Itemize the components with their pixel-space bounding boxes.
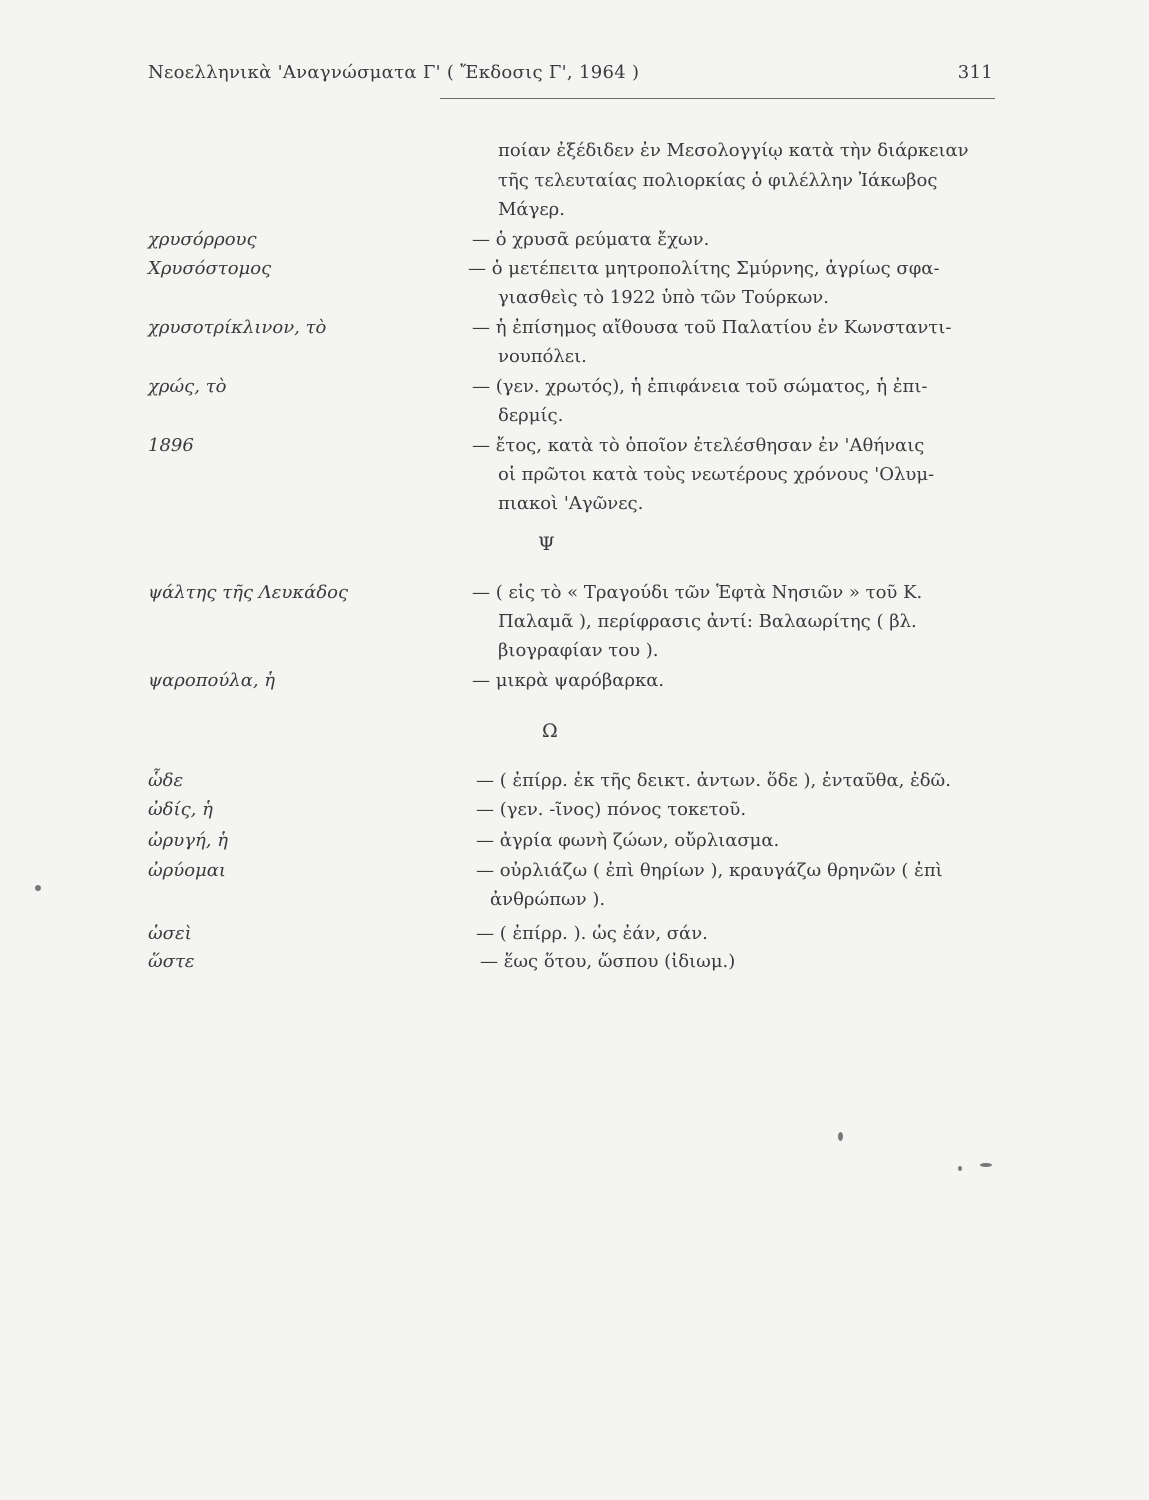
entry-definition: — ὁ χρυσᾶ ρεύματα ἔχων. bbox=[472, 229, 710, 250]
continuation-line: τῆς τελευταίας πολιορκίας ὁ φιλέλλην Ἰάκωβος bbox=[498, 170, 938, 191]
entry-term: Χρυσόστομος bbox=[148, 258, 272, 279]
continuation-line: ποίαν ἐξέδιδεν ἐν Μεσολογγίῳ κατὰ τὴν διάρκειαν bbox=[498, 140, 969, 161]
entry-definition: ἀνθρώπων ). bbox=[490, 889, 606, 910]
entry-term: χρώς, τὸ bbox=[148, 376, 227, 397]
entry-term: ὧδε bbox=[148, 770, 184, 791]
entry-definition: — ( ἐπίρρ. ). ὡς ἐάν, σάν. bbox=[476, 923, 708, 944]
entry-definition: βιογραφίαν του ). bbox=[498, 640, 659, 661]
section-letter: Ψ bbox=[538, 533, 555, 555]
scan-speck bbox=[838, 1132, 843, 1141]
entry-term: ὡσεὶ bbox=[148, 923, 192, 944]
entry-term: ψάλτης τῆς Λευκάδος bbox=[148, 582, 349, 603]
entry-definition: — οὐρλιάζω ( ἐπὶ θηρίων ), κραυγάζω θρηνῶν ( ἐπὶ bbox=[476, 860, 943, 881]
section-letter: Ω bbox=[542, 720, 558, 742]
entry-definition: — ( ἐπίρρ. ἐκ τῆς δεικτ. ἀντων. ὅδε ), ἐνταῦθα, ἐδῶ. bbox=[476, 770, 951, 791]
header-rule bbox=[440, 98, 995, 99]
entry-definition: πιακοὶ 'Αγῶνες. bbox=[498, 493, 644, 514]
entry-term: ὠρυγή, ἡ bbox=[148, 830, 228, 851]
entry-definition: — (γεν. -ῖνος) πόνος τοκετοῦ. bbox=[476, 799, 747, 820]
entry-definition: — μικρὰ ψαρόβαρκα. bbox=[472, 670, 665, 691]
entry-definition: — ἀγρία φωνὴ ζώων, οὔρλιασμα. bbox=[476, 830, 780, 851]
scan-speck bbox=[35, 885, 41, 891]
entry-term: χρυσοτρίκλινον, τὸ bbox=[148, 317, 327, 338]
running-title: Νεοελληνικὰ 'Αναγνώσματα Γ' ( Ἔκδοσις Γ', 1964 ) bbox=[148, 62, 640, 83]
entry-definition: — ἡ ἐπίσημος αἴθουσα τοῦ Παλατίου ἐν Κωνσταντι- bbox=[472, 317, 952, 338]
scan-speck bbox=[980, 1163, 992, 1167]
entry-term: χρυσόρρους bbox=[148, 229, 257, 250]
entry-definition: νουπόλει. bbox=[498, 346, 587, 367]
entry-definition: γιασθεὶς τὸ 1922 ὑπὸ τῶν Τούρκων. bbox=[498, 287, 829, 308]
entry-definition: — ἔτος, κατὰ τὸ ὁποῖον ἐτελέσθησαν ἐν 'Αθήναις bbox=[472, 435, 925, 456]
entry-term: ὠδίς, ἡ bbox=[148, 799, 213, 820]
scan-speck bbox=[958, 1166, 962, 1171]
entry-definition: — (γεν. χρωτός), ἡ ἐπιφάνεια τοῦ σώματος, ἡ ἐπι- bbox=[472, 376, 928, 397]
entry-definition: — ἕως ὅτου, ὥσπου (ἰδιωμ.) bbox=[480, 951, 736, 972]
continuation-line: Μάγερ. bbox=[498, 199, 565, 220]
entry-definition: οἱ πρῶτοι κατὰ τοὺς νεωτέρους χρόνους 'Ολυμ- bbox=[498, 464, 935, 485]
page-number: 311 bbox=[957, 62, 993, 83]
entry-definition: Παλαμᾶ ), περίφρασις ἀντί: Βαλαωρίτης ( βλ. bbox=[498, 611, 917, 632]
entry-definition: δερμίς. bbox=[498, 405, 564, 426]
entry-definition: — ( εἰς τὸ « Τραγούδι τῶν Ἑφτὰ Νησιῶν » τοῦ Κ. bbox=[472, 582, 923, 603]
entry-term: ὥστε bbox=[148, 951, 195, 972]
entry-term: ὠρύομαι bbox=[148, 860, 226, 881]
entry-definition: — ὁ μετέπειτα μητροπολίτης Σμύρνης, ἀγρίως σφα- bbox=[468, 258, 940, 279]
entry-term: ψαροπούλα, ἡ bbox=[148, 670, 276, 691]
entry-term: 1896 bbox=[148, 435, 194, 456]
